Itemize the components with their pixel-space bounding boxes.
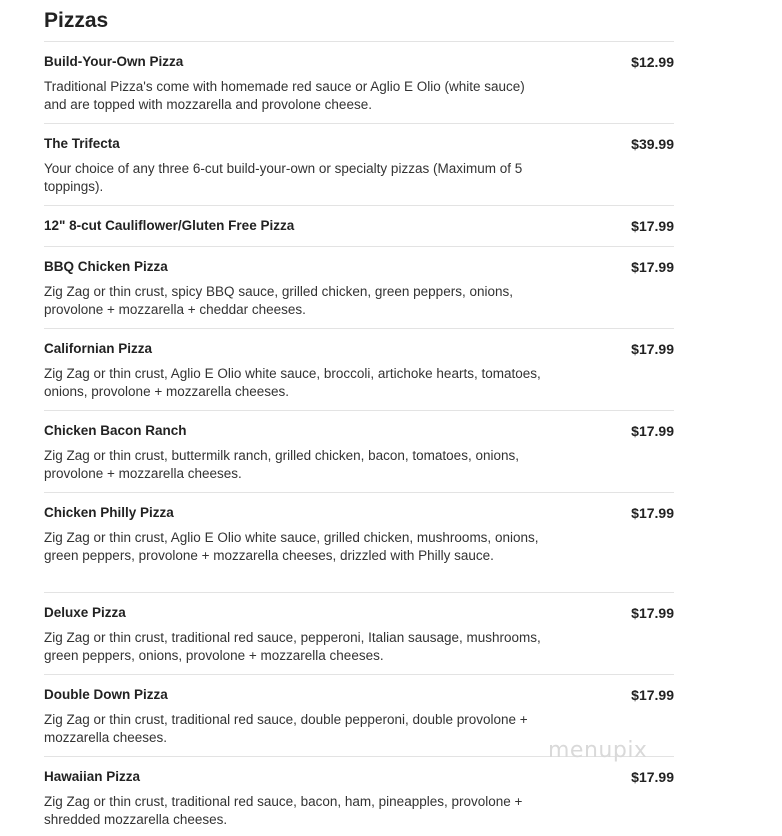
item-price: $17.99 bbox=[631, 341, 674, 357]
item-name: Chicken Philly Pizza bbox=[44, 505, 174, 520]
item-name: BBQ Chicken Pizza bbox=[44, 259, 168, 274]
item-description: Traditional Pizza's come with homemade red sauce or Aglio E Olio (white sauce) and are topped with mozzarella and provolone cheese. bbox=[44, 79, 525, 112]
menu-item bbox=[44, 206, 674, 247]
section-title: Pizzas bbox=[44, 0, 674, 42]
item-name: The Trifecta bbox=[44, 136, 120, 151]
item-name: Double Down Pizza bbox=[44, 687, 168, 702]
item-price: $39.99 bbox=[631, 136, 674, 152]
item-description: Your choice of any three 6-cut build-your-own or specialty pizzas (Maximum of 5 toppings). bbox=[44, 161, 523, 194]
item-description: Zig Zag or thin crust, Aglio E Olio white sauce, broccoli, artichoke hearts, tomatoes, onions, provolone + mozzarella cheeses. bbox=[44, 366, 541, 399]
item-name: 12" 8-cut Cauliflower/Gluten Free Pizza bbox=[44, 218, 295, 233]
menu-item bbox=[44, 757, 674, 835]
item-description: Zig Zag or thin crust, traditional red sauce, pepperoni, Italian sausage, mushrooms, green peppers, onions, provolone + mozzarella cheeses. bbox=[44, 630, 541, 663]
watermark-logo: menupix bbox=[548, 738, 648, 763]
item-price: $12.99 bbox=[631, 54, 674, 70]
item-name: Hawaiian Pizza bbox=[44, 769, 141, 784]
item-name: Californian Pizza bbox=[44, 341, 153, 356]
item-name: Deluxe Pizza bbox=[44, 605, 126, 620]
item-price: $17.99 bbox=[631, 259, 674, 275]
pizza-menu bbox=[44, 0, 674, 835]
item-price: $17.99 bbox=[631, 423, 674, 439]
item-description: Zig Zag or thin crust, traditional red sauce, double pepperoni, double provolone + mozzarella cheeses. bbox=[44, 712, 528, 745]
menu-item bbox=[44, 247, 674, 329]
item-description: Zig Zag or thin crust, spicy BBQ sauce, grilled chicken, green peppers, onions, provolone + mozzarella + cheddar cheeses. bbox=[44, 284, 513, 317]
menu-item bbox=[44, 42, 674, 124]
item-price: $17.99 bbox=[631, 769, 674, 785]
item-price: $17.99 bbox=[631, 218, 674, 234]
item-name: Build-Your-Own Pizza bbox=[44, 54, 184, 69]
menu-item bbox=[44, 124, 674, 206]
item-price: $17.99 bbox=[631, 605, 674, 621]
item-description: Zig Zag or thin crust, buttermilk ranch, grilled chicken, bacon, tomatoes, onions, provolone + mozzarella cheeses. bbox=[44, 448, 519, 481]
menu-item bbox=[44, 411, 674, 493]
item-price: $17.99 bbox=[631, 505, 674, 521]
item-price: $17.99 bbox=[631, 687, 674, 703]
menu-item bbox=[44, 493, 674, 593]
item-name: Chicken Bacon Ranch bbox=[44, 423, 187, 438]
item-description: Zig Zag or thin crust, traditional red sauce, bacon, ham, pineapples, provolone + shredded mozzarella cheeses. bbox=[44, 794, 523, 827]
item-description: Zig Zag or thin crust, Aglio E Olio white sauce, grilled chicken, mushrooms, onions, green peppers, provolone + mozzarella cheeses, drizzled with Philly sauce. bbox=[44, 530, 539, 563]
menu-item bbox=[44, 593, 674, 675]
menu-item bbox=[44, 329, 674, 411]
